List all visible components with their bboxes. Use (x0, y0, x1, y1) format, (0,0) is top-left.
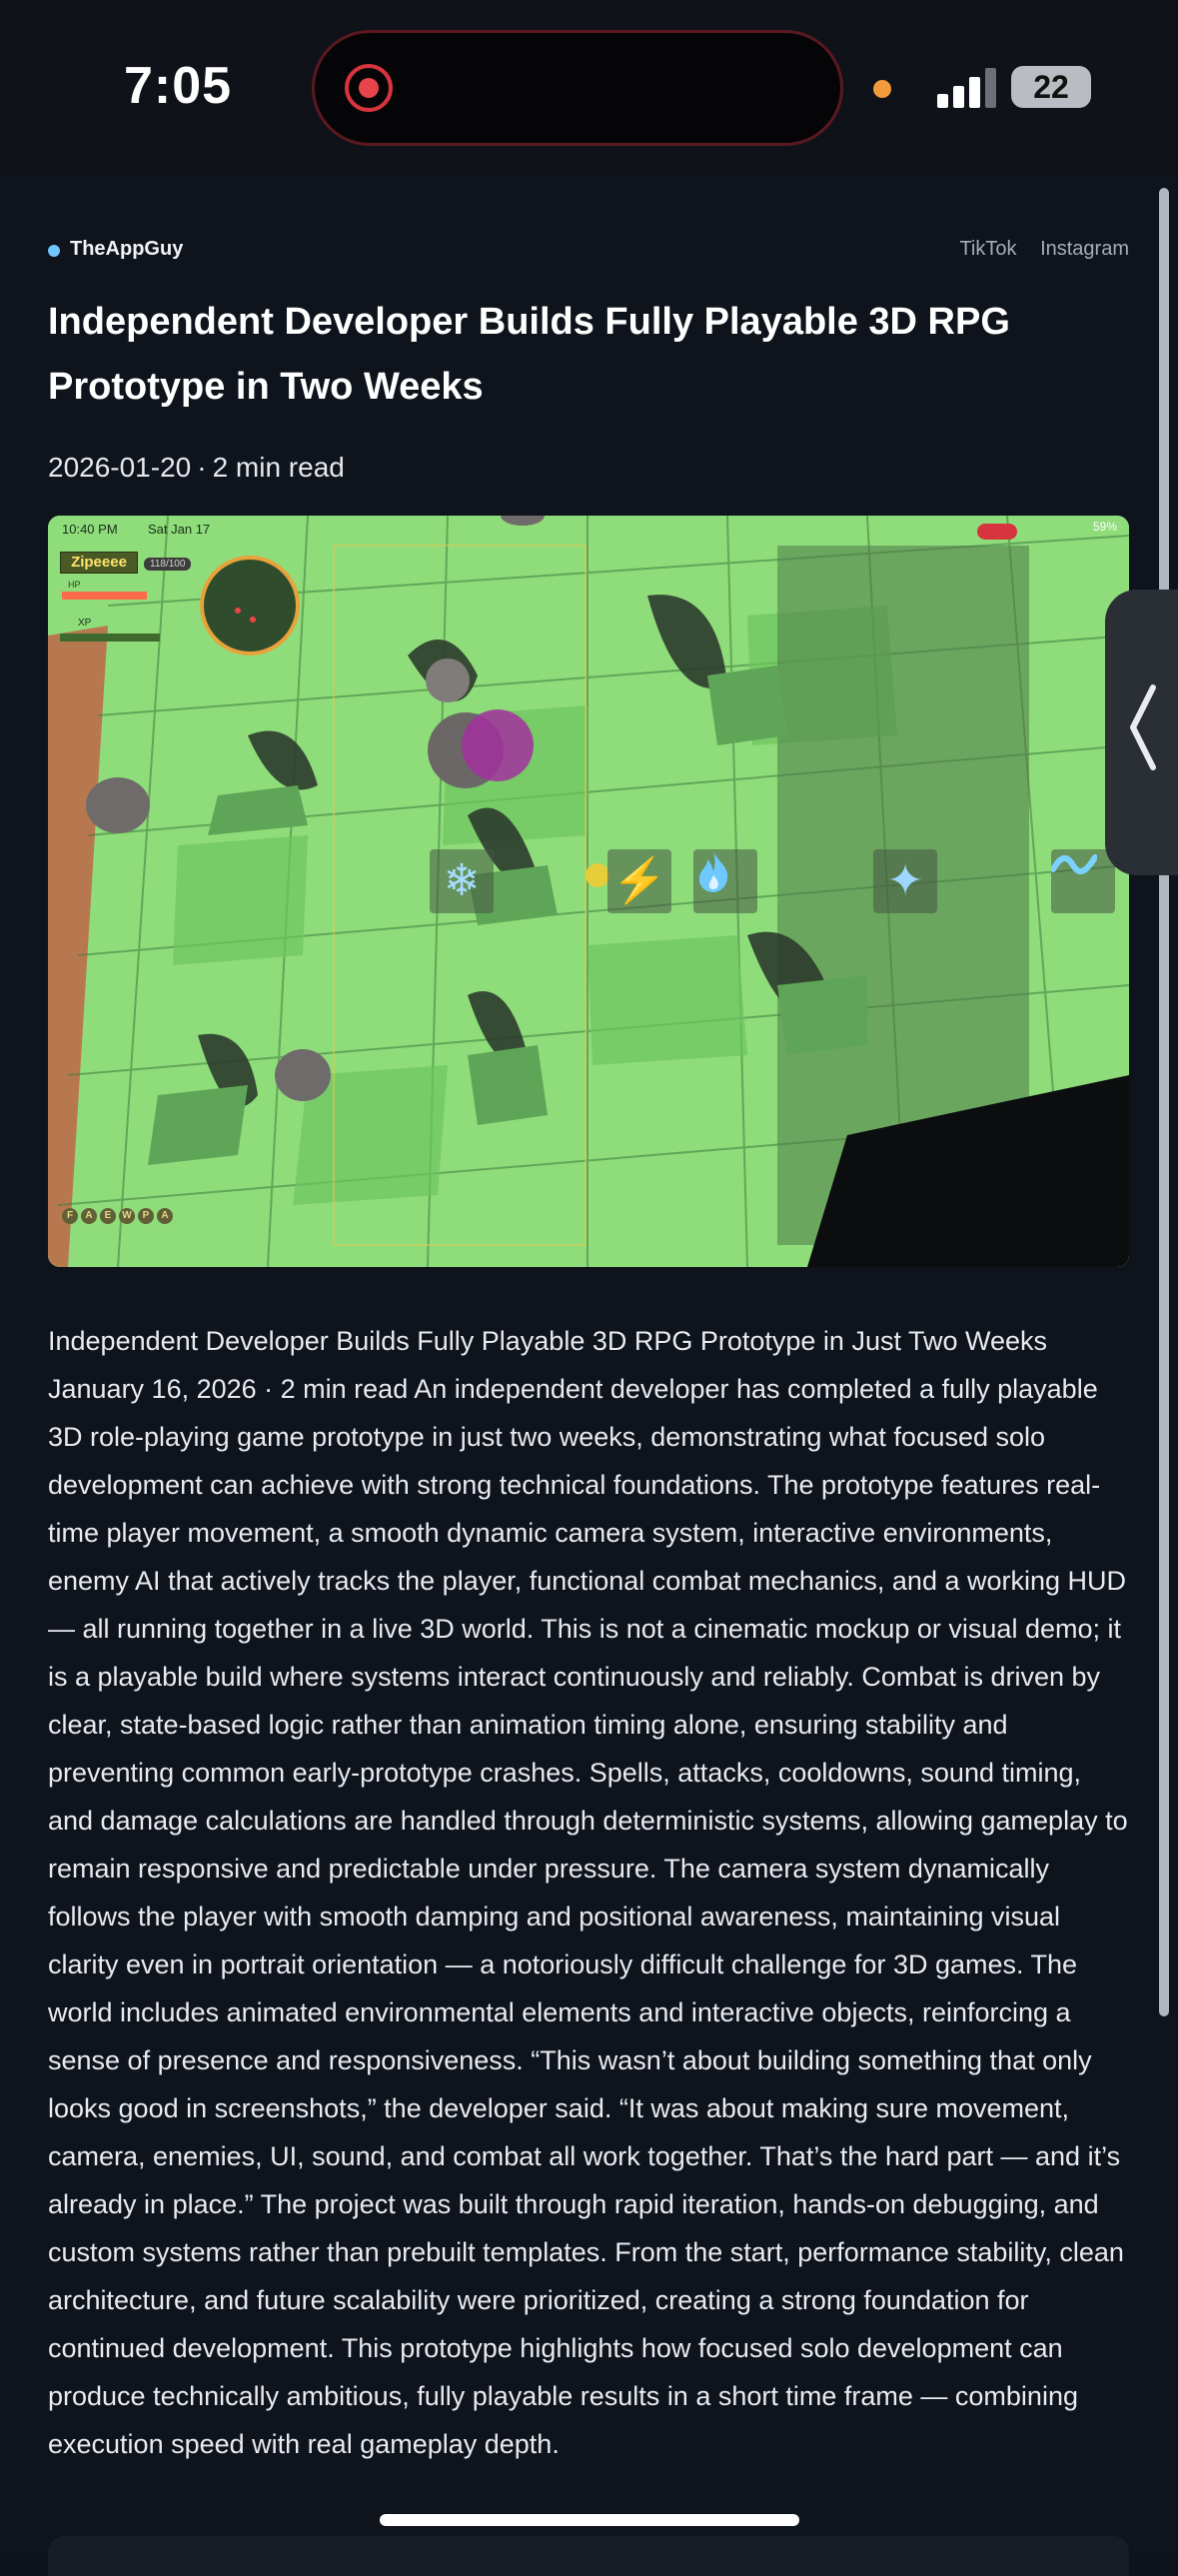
article-read-time: 2 min read (212, 452, 345, 483)
hud-hp-bar (62, 592, 147, 600)
key-hint: A (157, 1208, 173, 1224)
key-hint: F (62, 1208, 78, 1224)
hud-date: Sat Jan 17 (148, 522, 211, 537)
hud-record-badge (977, 524, 1017, 540)
hud-key-hints (62, 1207, 176, 1224)
hud-hp (56, 582, 160, 596)
battery-tip (1085, 80, 1091, 94)
fire-icon[interactable] (693, 849, 757, 913)
hud-xp-label: XP (78, 618, 92, 629)
article-meta (48, 452, 345, 484)
hud-xp-bar (60, 634, 160, 642)
article-title: Independent Developer Builds Fully Playable 3D RPG Prototype in Two Weeks (48, 301, 1010, 408)
privacy-indicator (873, 80, 891, 98)
key-hint: W (119, 1208, 135, 1224)
hud-player-name: Zipeeee (60, 552, 138, 574)
status-bar (0, 0, 1178, 176)
scrollbar[interactable] (1159, 188, 1169, 2016)
side-panel-tab[interactable] (1105, 590, 1178, 875)
footer-card (48, 2536, 1129, 2576)
key-hint: P (138, 1208, 154, 1224)
status-time: 7:05 (124, 57, 233, 115)
hud-level-badge: 118/100 (144, 558, 191, 571)
cellular-signal-icon (937, 68, 997, 108)
site-header (48, 236, 1129, 266)
article-date: 2026-01-20 (48, 452, 192, 483)
game-scene (48, 516, 1129, 1267)
hud-hp-label: HP (68, 580, 81, 590)
battery-icon: 22 (1011, 66, 1091, 108)
home-indicator[interactable] (380, 2514, 799, 2526)
hud-time: 10:40 PM (62, 522, 118, 537)
dynamic-island (312, 30, 843, 146)
meta-separator: · (197, 452, 207, 483)
hud-battery: 59% (1092, 520, 1117, 534)
brand-dot-icon (48, 245, 60, 257)
instagram-link[interactable]: Instagram (1040, 238, 1129, 260)
key-hint: E (100, 1208, 116, 1224)
key-hint: A (81, 1208, 97, 1224)
screen-record-icon (345, 64, 393, 112)
tiktok-link[interactable]: TikTok (959, 238, 1017, 260)
lightning-icon[interactable]: ⚡ (607, 849, 671, 913)
sparkle-icon[interactable]: ✦ (873, 849, 937, 913)
wave-icon[interactable] (1051, 849, 1115, 913)
brand-name[interactable]: TheAppGuy (70, 238, 184, 260)
chevron-left-icon (1123, 677, 1163, 777)
article-body: Independent Developer Builds Fully Playable 3D RPG Prototype in Just Two Weeks January 16, 2026 · 2 min read An independent developer has completed a fully playable 3D role-playing game prototype in just two weeks, demonstrating what focused solo development can achieve with strong technical foundations. The prototype features real-time player movement, a smooth dynamic camera system, interactive environments, enemy AI that actively tracks the player, functional combat mechanics, and a working HUD — all running together in a live 3D world. This is not a cinematic mockup or visual demo; it is a playable build where systems interact continuously and reliably. Combat is driven by clear, state-based logic rather than animation timing alone, ensuring stability and preventing common early-prototype crashes. Spells, attacks, cooldowns, sound timing, and damage calculations are handled through deterministic systems, allowing gameplay to remain responsive and predictable under pressure. The camera system dynamically follows the player with smooth damping and positional awareness, maintaining visual clarity even in portrait orientation — a notoriously difficult challenge for 3D games. The world includes animated environmental elements and interactive objects, reinforcing a sense of presence and responsiveness. “This wasn’t about building something that only looks good in screenshots,” the developer said. “It was about making sure movement, camera, enemies, UI, sound, and combat all work together. That’s the hard part — and it’s already in place.” The project was built through rapid iteration, hands-on debugging, and custom systems rather than prebuilt templates. From the start, performance stability, clean architecture, and future scalability were prioritized, creating a strong foundation for continued development. This prototype highlights how focused solo development can produce technically ambitious, fully playable results in a short time frame — combining execution speed with real gameplay depth. (48, 1326, 1128, 2459)
social-links (941, 238, 1129, 261)
hero-game-screenshot (48, 516, 1129, 1267)
snowflake-icon[interactable]: ❄ (430, 849, 494, 913)
